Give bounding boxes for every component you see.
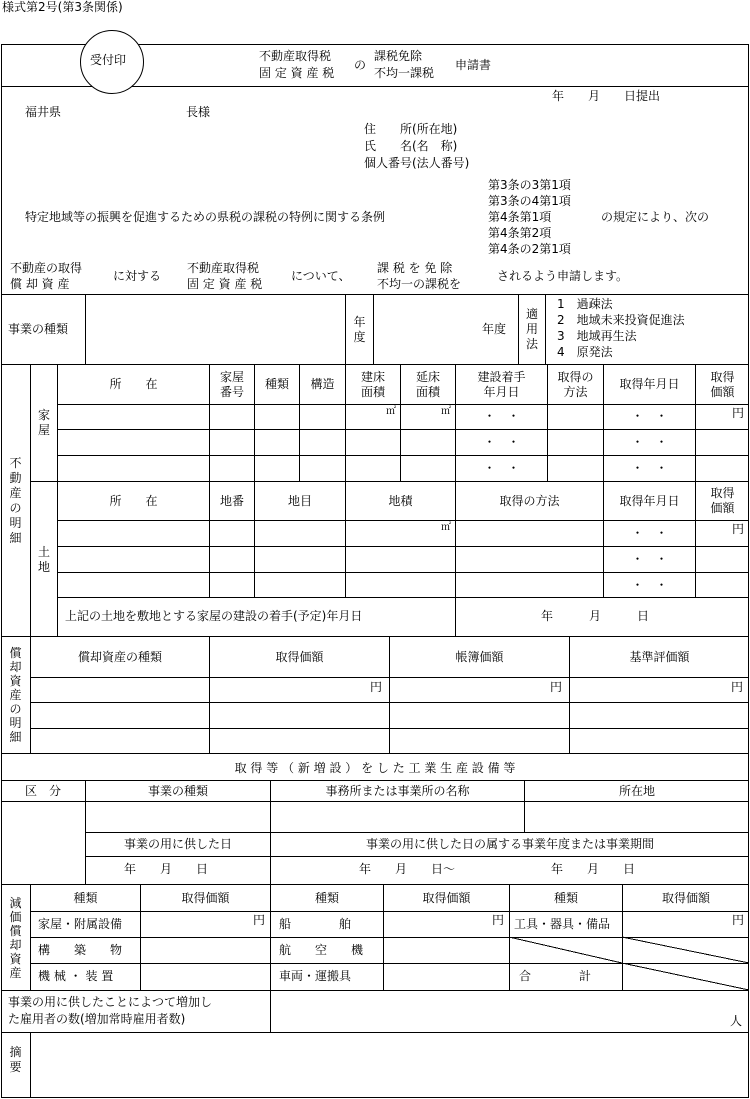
dep-acq-price-unit: 円 (369, 680, 382, 694)
dep-asset-machinery: 機 械 ・ 装 置 (38, 969, 114, 983)
dep-asset-header-price-1: 取得価額 (181, 891, 230, 905)
dep-asset-building: 家屋・附属設備 (38, 917, 123, 931)
dep-standard-value-unit: 円 (730, 680, 743, 694)
request-for: に対する (113, 269, 162, 283)
land-header-area: 地積 (388, 494, 413, 508)
year-label: 年 度 (353, 314, 366, 344)
land-label: 土 地 (37, 545, 50, 574)
title-particle: の (354, 58, 367, 72)
construction-note: 上記の土地を敷地とする家屋の建設の着手(予定)年月日 (65, 609, 363, 623)
facility-header-location: 所在地 (618, 784, 655, 798)
real-estate-section-label: 不 動 産 の 明 細 (9, 455, 22, 545)
land-header-method: 取得の方法 (499, 494, 560, 508)
facility-period-start: 年 月 日～ (359, 862, 456, 876)
title-type-1: 課税免除 (374, 49, 423, 63)
dep-asset-aircraft: 航 空 機 (279, 943, 364, 957)
employees-label-1: 事業の用に供したことによつて増加し (8, 995, 213, 1009)
request-about: について、 (291, 269, 351, 283)
law-1: 1 過疎法 (557, 297, 613, 311)
employees-unit: 人 (730, 1014, 743, 1028)
land-acq-date-3: ・ ・ (631, 578, 668, 592)
dep-asset-header-price-3: 取得価額 (661, 891, 710, 905)
dep-header-standard-value: 基準評価額 (629, 650, 690, 664)
article-5: 第4条の2第1項 (488, 242, 571, 256)
request-tax-2: 固 定 資 産 税 (187, 277, 263, 291)
dep-asset-structure: 構 築 物 (38, 943, 123, 957)
bldg-header-location: 所 在 (109, 377, 158, 391)
applicant-number-label: 個人番号(法人番号) (364, 156, 470, 170)
dep-asset-ship: 船 舶 (279, 917, 352, 931)
facility-use-date: 年 月 日 (124, 862, 209, 876)
dep-asset-header-price-2: 取得価額 (422, 891, 471, 905)
form-number: 様式第2号(第3条関係) (2, 0, 123, 14)
land-header-location: 所 在 (109, 494, 158, 508)
request-prop-2: 償 却 資 産 (10, 277, 70, 291)
facility-division: 区 分 (24, 784, 61, 798)
land-acq-date-2: ・ ・ (631, 552, 668, 566)
bldg-header-start-date: 建設着手 年月日 (477, 370, 526, 399)
building-label: 家 屋 (37, 407, 50, 437)
bldg-total-area-unit: ㎡ (441, 406, 451, 417)
bldg-header-method: 取得の 方法 (557, 370, 594, 399)
dep-asset-header-kind-3: 種類 (553, 891, 578, 905)
dep-asset-price-unit-1: 円 (252, 913, 265, 927)
facility-header-office-name: 事務所または事業所の名称 (325, 784, 470, 798)
bldg-header-acq-date: 取得年月日 (619, 377, 680, 391)
depreciation-section-label: 減 価 償 却 資 産 (9, 895, 22, 980)
construction-date: 年 月 日 (541, 609, 650, 623)
article-3: 第4条第1項 (488, 210, 552, 224)
bldg-header-floor-area: 建床 面積 (360, 370, 385, 399)
bldg-header-total-area: 延床 面積 (415, 370, 440, 399)
ordinance-clause: の規定により、次の (601, 210, 710, 224)
bldg-header-price: 取得 価額 (710, 370, 735, 399)
land-area-unit: ㎡ (441, 522, 451, 533)
request-prop-1: 不動産の取得 (10, 261, 83, 275)
bldg-floor-area-unit: ㎡ (386, 406, 396, 417)
article-1: 第3条の3第1項 (488, 178, 571, 192)
submit-date: 年 月 日提出 (552, 89, 661, 103)
addressee-title: 長様 (186, 105, 211, 119)
law-4: 4 原発法 (557, 345, 613, 359)
stamp-label: 受付印 (90, 53, 127, 67)
business-type-label: 事業の種類 (8, 322, 69, 336)
request-tax-1: 不動産取得税 (187, 261, 260, 275)
applicant-address-label: 住 所(所在地) (364, 122, 458, 136)
dep-asset-header-kind-2: 種類 (314, 891, 339, 905)
bldg-header-house-no: 家屋 番号 (219, 370, 244, 399)
title-type-2: 不均一課税 (374, 66, 435, 80)
applicant-name-label: 氏 名(名 称) (364, 139, 458, 153)
bldg-start-date-3: ・ ・ (483, 461, 520, 475)
article-4: 第4条第2項 (488, 226, 552, 240)
addressee-pref: 福井県 (25, 105, 62, 119)
title-tax-1: 不動産取得税 (259, 49, 332, 63)
facility-header-business-type: 事業の種類 (147, 784, 208, 798)
dep-header-book-value: 帳簿価額 (455, 650, 504, 664)
article-2: 第3条の4第1項 (488, 194, 571, 208)
bldg-price-unit: 円 (731, 406, 744, 420)
request-end: されるよう申請します。 (497, 269, 629, 283)
bldg-start-date-1: ・ ・ (483, 409, 520, 423)
facility-period-label: 事業の用に供した日の属する事業年度または事業期間 (365, 837, 654, 851)
remarks-label: 摘 要 (9, 1045, 22, 1074)
land-price-unit: 円 (731, 522, 744, 536)
law-3: 3 地域再生法 (557, 329, 637, 343)
dep-asset-price-unit-3: 円 (731, 913, 744, 927)
law-2: 2 地域未来投資促進法 (557, 313, 685, 327)
facility-title: 取 得 等 （ 新 増 設 ） を し た 工 業 生 産 設 備 等 (234, 761, 516, 775)
request-act-2: 不均一の課税を (377, 277, 462, 291)
title-tax-2: 固 定 資 産 税 (259, 66, 335, 80)
facility-period-end: 年 月 日 (551, 862, 636, 876)
depreciable-section-label: 償 却 資 産 の 明 細 (9, 646, 22, 744)
land-header-lot-no: 地番 (219, 494, 244, 508)
applicable-law-label: 適 用 法 (525, 307, 538, 351)
dep-header-kind: 償却資産の種類 (77, 650, 162, 664)
year-value: 年度 (482, 322, 507, 336)
dep-asset-total: 合 計 (519, 969, 592, 983)
dep-book-value-unit: 円 (549, 680, 562, 694)
request-act-1: 課 税 を 免 除 (377, 261, 453, 275)
bldg-header-structure: 構造 (310, 377, 335, 391)
bldg-header-kind: 種類 (264, 377, 289, 391)
facility-use-date-label: 事業の用に供した日 (123, 837, 232, 851)
bldg-acq-date-1: ・ ・ (631, 409, 668, 423)
bldg-start-date-2: ・ ・ (483, 435, 520, 449)
bldg-acq-date-2: ・ ・ (631, 435, 668, 449)
dep-asset-vehicles: 車両・運搬具 (279, 969, 352, 983)
title-suffix: 申請書 (455, 58, 492, 72)
land-header-acq-date: 取得年月日 (619, 494, 680, 508)
land-header-price: 取得 価額 (710, 486, 735, 515)
dep-asset-price-unit-2: 円 (491, 913, 504, 927)
dep-asset-header-kind-1: 種類 (73, 891, 98, 905)
land-header-category: 地目 (287, 494, 312, 508)
employees-label-2: た雇用者の数(増加常時雇用者数) (8, 1012, 186, 1026)
bldg-acq-date-3: ・ ・ (631, 461, 668, 475)
dep-header-acq-price: 取得価額 (275, 650, 324, 664)
dep-asset-tools: 工具・器具・備品 (514, 917, 611, 931)
land-acq-date-1: ・ ・ (631, 526, 668, 540)
ordinance-name: 特定地域等の振興を促進するための県税の課税の特例に関する条例 (25, 210, 386, 224)
